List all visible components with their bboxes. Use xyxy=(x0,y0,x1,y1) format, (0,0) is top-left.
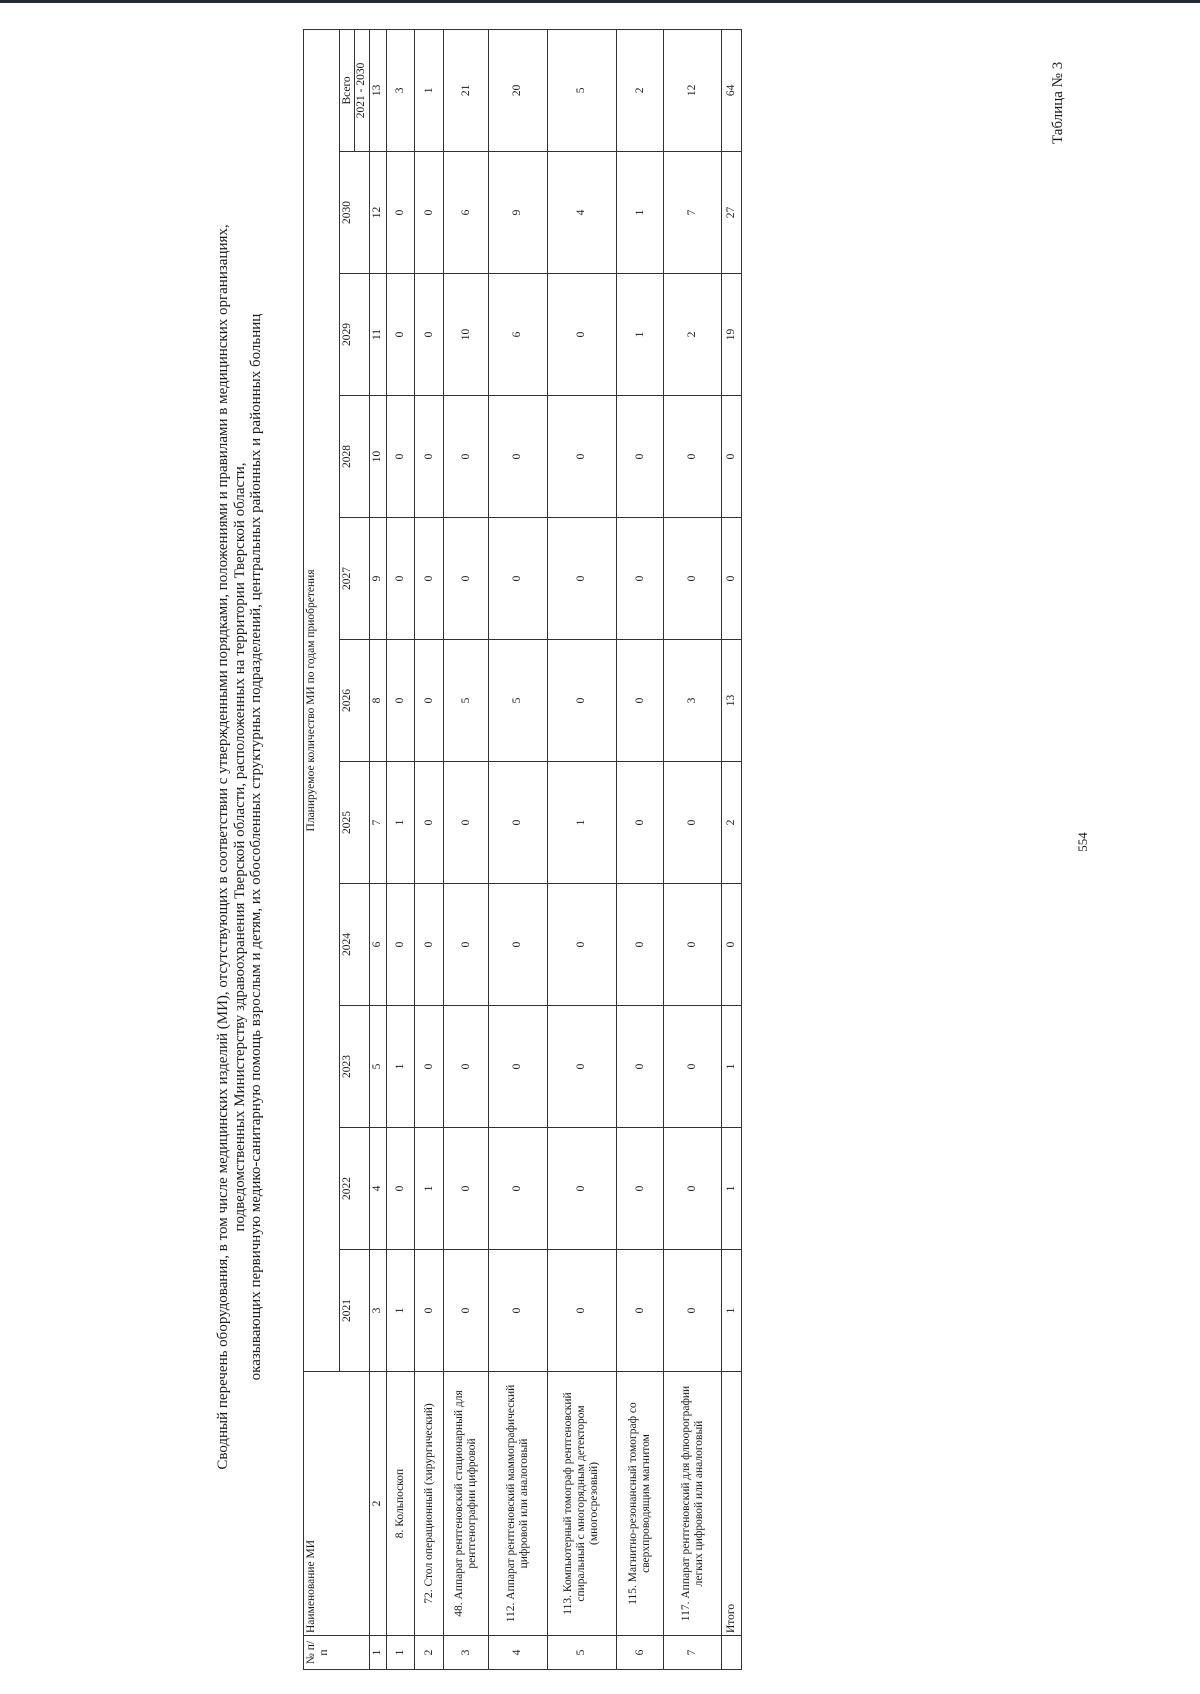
row-value: 0 xyxy=(444,396,488,518)
row-value: 0 xyxy=(616,518,664,640)
row-value: 10 xyxy=(444,274,488,396)
row-num: 7 xyxy=(664,1636,722,1670)
row-value: 1 xyxy=(386,762,415,884)
row-value: 0 xyxy=(664,396,722,518)
row-value: 0 xyxy=(664,1128,722,1250)
header-year: 2024 xyxy=(340,884,370,1006)
row-value: 0 xyxy=(547,1250,616,1372)
header-year: 2029 xyxy=(340,274,370,396)
row-value: 0 xyxy=(616,1006,664,1128)
summary-value: 27 xyxy=(722,152,742,274)
row-name: 117. Аппарат рентгеновский для флюорографии легких цифровой или аналоговый xyxy=(664,1372,722,1636)
row-total: 12 xyxy=(664,29,722,151)
row-name: 112. Аппарат рентгеновский маммографический цифровой или аналоговый xyxy=(488,1372,547,1636)
summary-value: 1 xyxy=(722,1250,742,1372)
index-cell: 10 xyxy=(370,396,387,518)
row-value: 0 xyxy=(444,1006,488,1128)
index-cell: 12 xyxy=(370,152,387,274)
header-year: 2021 xyxy=(340,1250,370,1372)
index-cell: 4 xyxy=(370,1128,387,1250)
header-year: 2027 xyxy=(340,518,370,640)
table-row xyxy=(664,29,722,1669)
row-value: 0 xyxy=(547,640,616,762)
summary-value: 1 xyxy=(722,1128,742,1250)
header-total-label: Всего xyxy=(341,76,353,105)
row-value: 5 xyxy=(444,640,488,762)
header-name: Наименование МИ xyxy=(304,1372,370,1636)
row-value: 1 xyxy=(386,1006,415,1128)
row-value: 6 xyxy=(444,152,488,274)
table-row xyxy=(415,29,444,1669)
row-value: 0 xyxy=(415,640,444,762)
summary-num-empty xyxy=(722,1636,742,1670)
table-row xyxy=(444,29,488,1669)
summary-label: Итого xyxy=(722,1372,742,1636)
row-value: 9 xyxy=(488,152,547,274)
index-cell: 6 xyxy=(370,884,387,1006)
row-value: 0 xyxy=(415,1006,444,1128)
summary-total: 64 xyxy=(722,29,742,151)
row-value: 0 xyxy=(616,640,664,762)
index-cell: 13 xyxy=(370,29,387,151)
row-value: 5 xyxy=(488,640,547,762)
document-title-line-1: Сводный перечень оборудования, в том числе медицинских изделий (МИ), отсутствующих в соответствии с утвержденными порядками, положениями и правилами в медицинских организациях, xyxy=(215,224,231,1470)
row-value: 0 xyxy=(547,1006,616,1128)
header-total-range: 2021 - 2030 xyxy=(354,30,368,151)
row-value: 0 xyxy=(386,396,415,518)
row-value: 0 xyxy=(415,152,444,274)
row-value: 0 xyxy=(488,1006,547,1128)
row-value: 0 xyxy=(664,762,722,884)
row-value: 0 xyxy=(547,1128,616,1250)
row-value: 0 xyxy=(616,1250,664,1372)
table-row xyxy=(386,29,415,1669)
summary-value: 0 xyxy=(722,396,742,518)
summary-value: 2 xyxy=(722,762,742,884)
row-value: 0 xyxy=(386,884,415,1006)
row-name: 115. Магнитно-резонансный томограф со сверхпроводящим магнитом xyxy=(616,1372,664,1636)
summary-value: 0 xyxy=(722,518,742,640)
row-value: 0 xyxy=(664,1250,722,1372)
row-value: 0 xyxy=(488,396,547,518)
index-cell: 5 xyxy=(370,1006,387,1128)
row-num: 2 xyxy=(415,1636,444,1670)
row-value: 0 xyxy=(547,518,616,640)
summary-value: 1 xyxy=(722,1006,742,1128)
row-name: 113. Компьютерный томограф рентгеновский спиральный с многорядным детектором (многосрезовый) xyxy=(547,1372,616,1636)
index-cell: 8 xyxy=(370,640,387,762)
index-row xyxy=(370,29,387,1669)
index-cell: 3 xyxy=(370,1250,387,1372)
row-value: 1 xyxy=(616,152,664,274)
row-value: 0 xyxy=(488,1128,547,1250)
row-num: 4 xyxy=(488,1636,547,1670)
header-planned: Планируемое количество МИ по годам приобретения xyxy=(304,29,340,1371)
row-value: 0 xyxy=(488,762,547,884)
row-value: 1 xyxy=(386,1250,415,1372)
row-num: 1 xyxy=(386,1636,415,1670)
row-total: 1 xyxy=(415,29,444,151)
row-value: 0 xyxy=(616,884,664,1006)
row-value: 1 xyxy=(547,762,616,884)
row-value: 2 xyxy=(664,274,722,396)
row-value: 0 xyxy=(415,274,444,396)
row-value: 0 xyxy=(386,152,415,274)
row-value: 0 xyxy=(664,884,722,1006)
row-name: 48. Аппарат рентгеновский стационарный для рентгенографии цифровой xyxy=(444,1372,488,1636)
row-name: 8. Кольпоскоп xyxy=(386,1372,415,1636)
row-value: 0 xyxy=(664,518,722,640)
row-value: 0 xyxy=(415,1250,444,1372)
row-num: 6 xyxy=(616,1636,664,1670)
page-number: 554 xyxy=(1075,832,1090,852)
row-value: 0 xyxy=(488,884,547,1006)
header-year: 2026 xyxy=(340,640,370,762)
header-year: 2025 xyxy=(340,762,370,884)
row-num: 5 xyxy=(547,1636,616,1670)
row-value: 0 xyxy=(444,518,488,640)
summary-value: 19 xyxy=(722,274,742,396)
row-value: 0 xyxy=(488,518,547,640)
row-value: 3 xyxy=(664,640,722,762)
row-value: 0 xyxy=(547,274,616,396)
header-num: № п/п xyxy=(304,1636,370,1670)
row-value: 0 xyxy=(415,762,444,884)
row-value: 0 xyxy=(444,884,488,1006)
index-cell: 9 xyxy=(370,518,387,640)
row-value: 0 xyxy=(386,640,415,762)
row-value: 7 xyxy=(664,152,722,274)
table-number: Таблица № 3 xyxy=(1050,61,1066,144)
equipment-table xyxy=(303,29,742,1670)
row-value: 0 xyxy=(616,762,664,884)
row-value: 4 xyxy=(547,152,616,274)
row-value: 0 xyxy=(415,884,444,1006)
document-title-line-3: оказывающих первичную медико-санитарную помощь взрослым и детям, их обособленных структурных подразделений, центральных районных и районных больниц xyxy=(248,313,264,1381)
index-cell: 2 xyxy=(370,1372,387,1636)
row-value: 0 xyxy=(444,1250,488,1372)
row-value: 0 xyxy=(386,274,415,396)
row-value: 0 xyxy=(386,1128,415,1250)
header-year: 2022 xyxy=(340,1128,370,1250)
row-value: 0 xyxy=(547,884,616,1006)
summary-value: 13 xyxy=(722,640,742,762)
document-title-line-2: подведомственных Министерству здравоохранения Тверской области, расположенных на территории Тверской области, xyxy=(232,462,248,1232)
row-value: 6 xyxy=(488,274,547,396)
header-total xyxy=(340,29,370,151)
row-value: 1 xyxy=(415,1128,444,1250)
row-value: 1 xyxy=(616,274,664,396)
header-year: 2028 xyxy=(340,396,370,518)
header-year: 2023 xyxy=(340,1006,370,1128)
row-value: 0 xyxy=(547,396,616,518)
summary-value: 0 xyxy=(722,884,742,1006)
row-total: 21 xyxy=(444,29,488,151)
row-value: 0 xyxy=(386,518,415,640)
row-value: 0 xyxy=(488,1250,547,1372)
row-total: 5 xyxy=(547,29,616,151)
row-value: 0 xyxy=(616,396,664,518)
row-value: 0 xyxy=(444,1128,488,1250)
index-cell: 7 xyxy=(370,762,387,884)
row-total: 3 xyxy=(386,29,415,151)
table-row xyxy=(488,29,547,1669)
row-value: 0 xyxy=(664,1006,722,1128)
table-row xyxy=(547,29,616,1669)
row-value: 0 xyxy=(444,762,488,884)
row-total: 2 xyxy=(616,29,664,151)
row-value: 0 xyxy=(415,396,444,518)
table-row xyxy=(616,29,664,1669)
row-name: 72. Стол операционный (хирургический) xyxy=(415,1372,444,1636)
row-num: 3 xyxy=(444,1636,488,1670)
header-year: 2030 xyxy=(340,152,370,274)
index-cell: 11 xyxy=(370,274,387,396)
row-value: 0 xyxy=(616,1128,664,1250)
index-cell: 1 xyxy=(370,1636,387,1670)
row-total: 20 xyxy=(488,29,547,151)
row-value: 0 xyxy=(415,518,444,640)
summary-row xyxy=(722,29,742,1669)
